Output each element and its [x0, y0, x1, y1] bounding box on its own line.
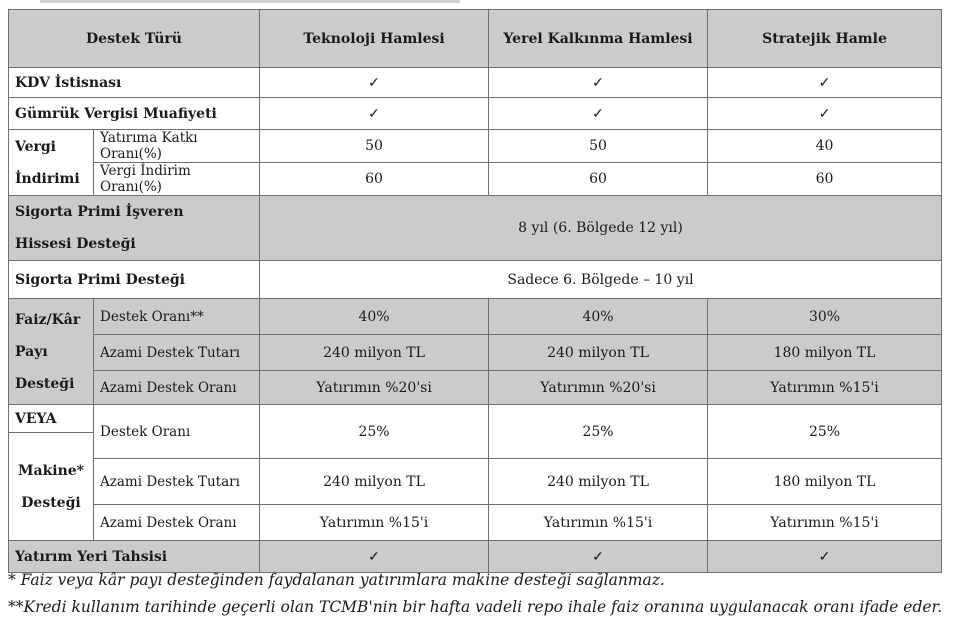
header-stratejik: Stratejik Hamle	[708, 10, 942, 68]
table-cell: 25%	[260, 405, 489, 459]
table-cell: Yatırımın %20'si	[260, 371, 489, 405]
vergi-label-line2: İndirimi	[15, 170, 80, 187]
table-cell: 60	[260, 163, 489, 196]
table-cell: 180 milyon TL	[708, 335, 942, 371]
vergi-label-line1: Vergi	[15, 138, 56, 155]
footnote-1: * Faiz veya kâr payı desteğinden faydalanan yatırımlara makine desteği sağlanmaz.	[8, 571, 665, 589]
vergi-sub1-label: Yatırıma Katkı Oranı(%)	[94, 130, 260, 163]
sigorta-isveren-label	[9, 196, 260, 261]
faiz-label	[9, 299, 94, 405]
table-cell: 240 milyon TL	[489, 459, 708, 505]
faiz-sub3-label: Azami Destek Oranı	[94, 371, 260, 405]
table-cell: 40%	[260, 299, 489, 335]
row-sigorta-isveren	[9, 196, 942, 261]
table-cell: Yatırımın %15'i	[708, 505, 942, 541]
table-cell: 50	[260, 130, 489, 163]
check-icon: ✓	[708, 98, 942, 130]
faiz-sub1-label: Destek Oranı**	[94, 299, 260, 335]
makine-sub1-label: Destek Oranı	[94, 405, 260, 459]
table-cell: 40	[708, 130, 942, 163]
check-icon: ✓	[260, 541, 489, 573]
table-cell: Yatırımın %15'i	[489, 505, 708, 541]
veya-label: VEYA	[9, 405, 94, 433]
row-veya	[9, 405, 942, 433]
faiz-sub2-label: Azami Destek Tutarı	[94, 335, 260, 371]
check-icon: ✓	[489, 541, 708, 573]
makine-label	[9, 433, 94, 541]
makine-label-line1: Makine*	[18, 462, 84, 479]
faiz-label-line2: Payı	[15, 343, 48, 360]
row-faiz-2	[9, 335, 942, 371]
support-table	[8, 9, 942, 573]
header-row	[9, 10, 942, 68]
row-kdv	[9, 68, 942, 98]
check-icon: ✓	[489, 68, 708, 98]
table-cell: 240 milyon TL	[489, 335, 708, 371]
check-icon: ✓	[708, 541, 942, 573]
table-cell: 25%	[708, 405, 942, 459]
footnote-2: **Kredi kullanım tarihinde geçerli olan TCMB'nin bir hafta vadeli repo ihale faiz oranına uygulanacak oranı ifade eder.	[8, 598, 943, 616]
faiz-label-line1: Faiz/Kâr	[15, 311, 81, 328]
row-vergi-1	[9, 130, 942, 163]
row-makine-2	[9, 459, 942, 505]
table-cell: 40%	[489, 299, 708, 335]
header-teknoloji: Teknoloji Hamlesi	[260, 10, 489, 68]
sigorta-isveren-line2: Hissesi Desteği	[15, 236, 136, 252]
row-faiz-3	[9, 371, 942, 405]
table-cell: 240 milyon TL	[260, 459, 489, 505]
check-icon: ✓	[260, 98, 489, 130]
row-makine-3	[9, 505, 942, 541]
table-cell: 180 milyon TL	[708, 459, 942, 505]
table-cell: Yatırımın %15'i	[708, 371, 942, 405]
sigorta-primi-label: Sigorta Primi Desteği	[9, 261, 260, 299]
check-icon: ✓	[708, 68, 942, 98]
check-icon: ✓	[489, 98, 708, 130]
row-yatirim-yeri	[9, 541, 942, 573]
makine-label-line2: Desteği	[21, 494, 81, 511]
faiz-label-line3: Desteği	[15, 375, 75, 392]
table-cell: 25%	[489, 405, 708, 459]
table-cell: 60	[489, 163, 708, 196]
sigorta-isveren-line1: Sigorta Primi İşveren	[15, 204, 184, 220]
makine-sub3-label: Azami Destek Oranı	[94, 505, 260, 541]
gumruk-label: Gümrük Vergisi Muafiyeti	[9, 98, 260, 130]
table-cell: 50	[489, 130, 708, 163]
top-divider	[40, 0, 460, 3]
vergi-label	[9, 130, 94, 196]
table-cell: 60	[708, 163, 942, 196]
vergi-sub2-label: Vergi İndirim Oranı(%)	[94, 163, 260, 196]
check-icon: ✓	[260, 68, 489, 98]
yatirim-yeri-label: Yatırım Yeri Tahsisi	[9, 541, 260, 573]
table-cell: Yatırımın %20'si	[489, 371, 708, 405]
row-faiz-1	[9, 299, 942, 335]
table-cell: Yatırımın %15'i	[260, 505, 489, 541]
kdv-label: KDV İstisnası	[9, 68, 260, 98]
makine-sub2-label: Azami Destek Tutarı	[94, 459, 260, 505]
header-destek-turu: Destek Türü	[9, 10, 260, 68]
sigorta-isveren-value: 8 yıl (6. Bölgede 12 yıl)	[260, 196, 942, 261]
header-yerel: Yerel Kalkınma Hamlesi	[489, 10, 708, 68]
sigorta-primi-value: Sadece 6. Bölgede – 10 yıl	[260, 261, 942, 299]
table-cell: 30%	[708, 299, 942, 335]
table-cell: 240 milyon TL	[260, 335, 489, 371]
row-vergi-2	[9, 163, 942, 196]
row-sigorta-primi	[9, 261, 942, 299]
row-gumruk	[9, 98, 942, 130]
